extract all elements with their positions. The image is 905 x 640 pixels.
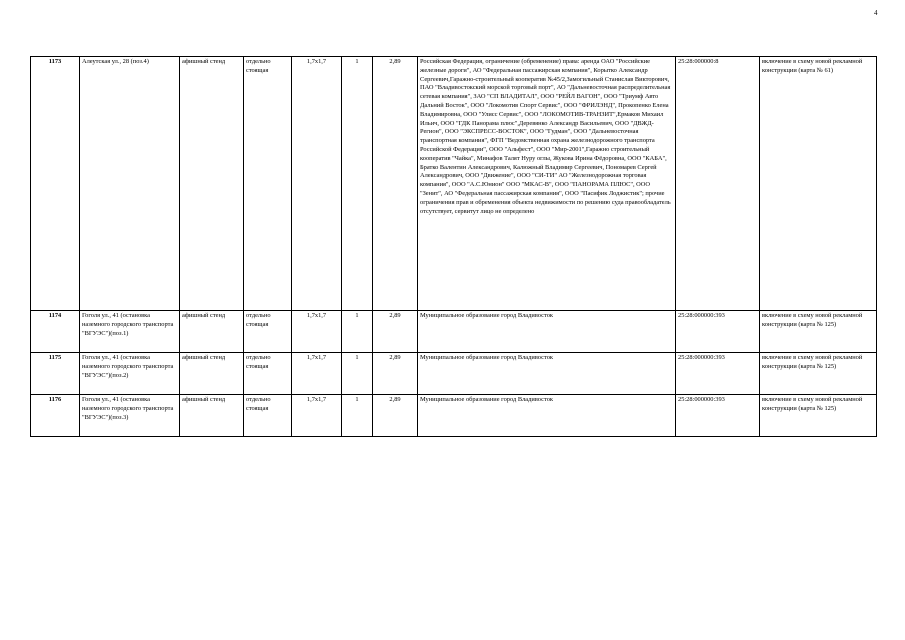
construction-type-cell: афишный стенд (180, 353, 244, 395)
registry-table (30, 56, 877, 437)
cadastral-number-cell: 25:28:000000:393 (676, 311, 760, 353)
area-cell: 2,89 (373, 57, 418, 311)
size-cell: 1,7x1,7 (292, 57, 342, 311)
address-cell: Гоголя ул., 41 (остановка наземного городского транспорта "ВГУЭС")(поз.2) (80, 353, 180, 395)
row-number: 1176 (31, 395, 80, 437)
area-cell: 2,89 (373, 353, 418, 395)
row-number: 1174 (31, 311, 80, 353)
table-row (31, 57, 877, 311)
construction-type-cell: афишный стенд (180, 395, 244, 437)
quantity-cell: 1 (342, 311, 373, 353)
quantity-cell: 1 (342, 353, 373, 395)
note-cell: включение в схему новой рекламной конструкции (карта № 61) (760, 57, 877, 311)
area-cell: 2,89 (373, 311, 418, 353)
owner-cell: Российская Федерация, ограничение (обременение) права: аренда ОАО "Российские железные дороги", АО "Федеральная пассажирская компания", Корытко Александр Сергеевич,Гаражно-строительный кооператив №45/2,Замогильный Станислав Викторович, ПАО "Владивостокский морской торговый порт", АО "Дальневосточная распределительная сетевая компания", ЗАО "СП ВЛАДИТАЛ", ООО "РЕЙЛ ВАГОН", ООО "Триумф Авто Дальний Восток", ООО "Локомотив Спорт Сервис", ООО "ФРИЛЭНД", Прокопенко Елена Владимировна, ООО "Улисс Сервис", ООО "ЛОКОМОТИВ-ТРАНЗИТ",Ермаков Михаил Ильич, ООО "ГДК Панорама плюс",Деревянко Александр Васильевич, ООО "ДВЖД-Регион", ООО "ЭКСПРЕСС-ВОСТОК", ООО "Гудман", ООО "Дальневосточная транспортная компания", ФГП "Ведомственная охрана железнодорожного транспорта Российской Федерации", ООО "Альфест", ООО "Мир-2001",Гаражно строительный кооператив "Чайка", Минафов Талят Нуру оглы, Жукова Ирина Фёдоровна, ООО "КАБА", Братко Валентин Александрович, Калюжный Владимир Сергеевич, Пономарев Сергей Александрович, ООО "Движение", ООО "СИ-ТИ" АО "Железнодорожная торговая компания", ООО "А.С.Юнион" ООО "МКАС-В", ООО "ПАНОРАМА ПЛЮС", ООО "Зенит", АО "Федеральная пассажирская компания", ООО "Пасифик Лоджистик"; прочие ограничения прав и обременения объекта недвижимости по решению суда правообладатель отсутствует, сервитут лицо не определено (418, 57, 676, 311)
address-cell: Гоголя ул., 41 (остановка наземного городского транспорта "ВГУЭС")(поз.3) (80, 395, 180, 437)
note-cell: включение в схему новой рекламной конструкции (карта № 125) (760, 353, 877, 395)
cadastral-number-cell: 25:28:000000:393 (676, 395, 760, 437)
note-cell: включение в схему новой рекламной конструкции (карта № 125) (760, 311, 877, 353)
cadastral-number-cell: 25:28:000000:8 (676, 57, 760, 311)
placement-cell: отдельно стоящая (244, 311, 292, 353)
size-cell: 1,7x1,7 (292, 395, 342, 437)
address-cell: Гоголя ул., 41 (остановка наземного городского транспорта "ВГУЭС")(поз.1) (80, 311, 180, 353)
note-cell: включение в схему новой рекламной конструкции (карта № 125) (760, 395, 877, 437)
row-number: 1173 (31, 57, 80, 311)
page-number: 4 (874, 9, 878, 17)
construction-type-cell: афишный стенд (180, 311, 244, 353)
owner-cell: Муниципальное образование город Владивосток (418, 311, 676, 353)
quantity-cell: 1 (342, 395, 373, 437)
address-cell: Алеутская ул., 28 (поз.4) (80, 57, 180, 311)
quantity-cell: 1 (342, 57, 373, 311)
size-cell: 1,7x1,7 (292, 311, 342, 353)
size-cell: 1,7x1,7 (292, 353, 342, 395)
owner-cell: Муниципальное образование город Владивосток (418, 353, 676, 395)
placement-cell: отдельно стоящая (244, 57, 292, 311)
table-row (31, 353, 877, 395)
table-row (31, 311, 877, 353)
area-cell: 2,89 (373, 395, 418, 437)
placement-cell: отдельно стоящая (244, 353, 292, 395)
table-row (31, 395, 877, 437)
construction-type-cell: афишный стенд (180, 57, 244, 311)
cadastral-number-cell: 25:28:000000:393 (676, 353, 760, 395)
placement-cell: отдельно стоящая (244, 395, 292, 437)
row-number: 1175 (31, 353, 80, 395)
owner-cell: Муниципальное образование город Владивосток (418, 395, 676, 437)
